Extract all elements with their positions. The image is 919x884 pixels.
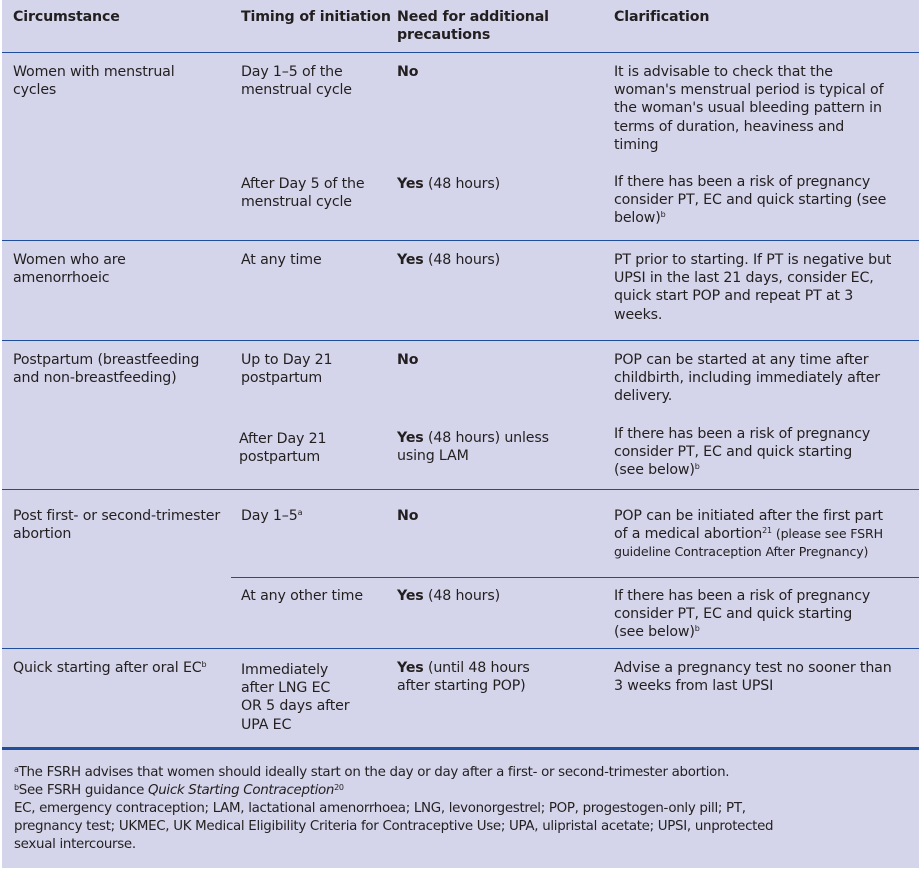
row4a-timing — [241, 507, 391, 525]
precaution-detail: (48 hours) unless — [423, 430, 549, 446]
sub-row-rule — [231, 577, 919, 578]
row2-circumstance — [13, 251, 228, 287]
text-line: After Day 5 of the — [241, 176, 365, 192]
row2-timing — [241, 251, 391, 269]
text-line: UPA EC — [241, 716, 292, 733]
text-line: and non-breastfeeding) — [13, 370, 177, 387]
row1-circumstance — [13, 63, 228, 99]
footnote-marker: b — [694, 462, 700, 472]
text-line: menstrual cycle — [241, 194, 352, 211]
precaution-answer: No — [397, 352, 419, 368]
abbreviations-line: pregnancy test; UKMEC, UK Medical Eligibility Criteria for Contraceptive Use; UPA, ulipristal acetate; UPSI, unprotected — [14, 819, 774, 834]
row2-precaution — [397, 251, 607, 269]
text-line: timing — [614, 136, 659, 153]
footnote-marker: b — [660, 210, 666, 220]
text-line: If there has been a risk of pregnancy — [614, 588, 871, 604]
row-rule — [2, 240, 919, 241]
text-line: At any other time — [241, 588, 363, 604]
row3a-precaution — [397, 351, 607, 369]
precaution-answer: Yes — [397, 252, 424, 268]
text-line: after LNG EC — [241, 680, 331, 697]
text-line: consider PT, EC and quick starting — [614, 606, 853, 623]
text-fragment: (please see FSRH — [771, 526, 883, 542]
table-bottom-rule — [2, 747, 919, 750]
row5-circumstance — [13, 659, 228, 677]
row1b-clarification — [614, 173, 916, 228]
row5-precaution — [397, 659, 607, 695]
footnote-a — [14, 764, 914, 782]
row4b-timing — [241, 587, 391, 605]
text-line: If there has been a risk of pregnancy — [614, 174, 871, 190]
footnote-title: Quick Starting Contraception — [147, 783, 335, 798]
footnote-text: The FSRH advises that women should ideally start on the day or day after a first- or second-trimester abortion. — [18, 765, 730, 780]
text-line — [614, 623, 916, 641]
text-line: postpartum — [239, 449, 321, 466]
header-timing: Timing of initiation — [241, 9, 391, 25]
text-line: Advise a pregnancy test no sooner than — [614, 660, 892, 676]
precaution-answer: Yes — [397, 588, 424, 604]
header-rule — [2, 52, 919, 53]
row4-circumstance — [13, 507, 228, 543]
precaution-answer: No — [397, 508, 419, 524]
header-precautions — [397, 8, 607, 44]
text-fragment: below) — [614, 210, 661, 227]
header-precautions-line1: Need for additional — [397, 9, 549, 25]
reference-marker: 20 — [334, 783, 344, 792]
row4a-clarification — [614, 507, 916, 562]
text-fragment: (see below) — [614, 462, 695, 479]
text-line: childbirth, including immediately after — [614, 370, 880, 387]
text-fragment: of a medical abortion — [614, 526, 763, 543]
text-line: abortion — [13, 526, 72, 543]
text-line — [614, 209, 916, 227]
text-line: delivery. — [614, 388, 673, 405]
row3a-timing — [241, 351, 391, 387]
text-line: Postpartum (breastfeeding — [13, 352, 200, 368]
precaution-detail: (48 hours) — [423, 252, 500, 268]
text-line: POP can be initiated after the first part — [614, 508, 883, 524]
row5-timing — [241, 661, 391, 734]
precaution-detail: (48 hours) — [423, 588, 500, 604]
text-line: guideline Contraception After Pregnancy) — [614, 544, 869, 560]
text-line: PT prior to starting. If PT is negative but — [614, 252, 892, 268]
row3b-clarification — [614, 425, 916, 480]
row-rule — [2, 489, 919, 490]
row-rule — [2, 648, 919, 649]
row3b-timing — [239, 430, 389, 466]
footnote-marker: b — [201, 660, 207, 669]
text-line: cycles — [13, 82, 57, 99]
row-rule — [2, 340, 919, 341]
header-circumstance: Circumstance — [13, 9, 120, 25]
text-line — [614, 461, 916, 479]
text-line: terms of duration, heaviness and — [614, 118, 845, 135]
row1b-precaution — [397, 175, 607, 193]
text-line: It is advisable to check that the — [614, 64, 833, 80]
row3-circumstance — [13, 351, 228, 387]
text-line: UPSI in the last 21 days, consider EC, — [614, 270, 874, 287]
row1b-timing — [241, 175, 391, 211]
footnote-marker: a — [14, 765, 19, 774]
text-line: If there has been a risk of pregnancy — [614, 426, 871, 442]
precaution-answer: Yes — [397, 660, 424, 676]
text-line: 3 weeks from last UPSI — [614, 678, 774, 695]
footnote-text: See FSRH guidance — [18, 783, 148, 798]
text-line: weeks. — [614, 306, 663, 323]
footnote-marker: b — [694, 624, 700, 634]
footnote-marker: a — [297, 508, 303, 517]
row3a-clarification — [614, 351, 916, 406]
abbreviations-line: EC, emergency contraception; LAM, lactational amenorrhoea; LNG, levonorgestrel; POP, progestogen-only pill; PT, — [14, 801, 746, 816]
footnote-marker: b — [14, 783, 19, 792]
text-line: after starting POP) — [397, 678, 526, 695]
text-line: consider PT, EC and quick starting — [614, 444, 853, 461]
row4a-precaution — [397, 507, 607, 525]
row3b-precaution — [397, 429, 607, 465]
text-line: quick start POP and repeat PT at 3 — [614, 288, 854, 305]
row1a-clarification — [614, 63, 916, 154]
header-clarification: Clarification — [614, 9, 710, 25]
precaution-answer: Yes — [397, 430, 424, 446]
row1a-precaution — [397, 63, 607, 81]
text-line: Day 1–5 of the — [241, 64, 343, 80]
footnote-b — [14, 782, 914, 800]
row2-clarification — [614, 251, 916, 324]
precaution-detail: (until 48 hours — [423, 660, 530, 676]
text-fragment: (see below) — [614, 624, 695, 641]
text-line: woman's menstrual period is typical of — [614, 82, 884, 99]
text-line: postpartum — [241, 370, 323, 387]
text-line: Immediately — [241, 662, 329, 678]
text-line: using LAM — [397, 448, 469, 465]
row1a-timing — [241, 63, 391, 99]
reference-marker: 21 — [762, 526, 772, 536]
text-line: menstrual cycle — [241, 82, 352, 99]
text-line: the woman's usual bleeding pattern in — [614, 100, 882, 117]
header-precautions-line2: precautions — [397, 27, 491, 44]
precaution-detail: (48 hours) — [423, 176, 500, 192]
text-line: POP can be started at any time after — [614, 352, 869, 368]
precaution-answer: Yes — [397, 176, 424, 192]
text-line: Post first- or second-trimester — [13, 508, 221, 524]
text-line: Up to Day 21 — [241, 352, 333, 368]
text-line — [614, 525, 916, 543]
text-fragment: Day 1–5 — [241, 508, 298, 524]
text-line — [397, 429, 607, 447]
text-line: OR 5 days after — [241, 698, 350, 715]
text-line — [397, 659, 607, 677]
text-line: Women with menstrual — [13, 64, 175, 80]
text-line: amenorrhoeic — [13, 270, 110, 287]
text-fragment: Quick starting after oral EC — [13, 660, 202, 676]
text-line: At any time — [241, 252, 322, 268]
row5-clarification — [614, 659, 916, 695]
text-line: After Day 21 — [239, 431, 327, 447]
text-line: consider PT, EC and quick starting (see — [614, 192, 887, 209]
precaution-answer: No — [397, 64, 419, 80]
table-footnotes — [14, 764, 914, 854]
text-line: Women who are — [13, 252, 126, 268]
row4b-clarification — [614, 587, 916, 642]
abbreviations-line: sexual intercourse. — [14, 837, 136, 852]
row4b-precaution — [397, 587, 607, 605]
